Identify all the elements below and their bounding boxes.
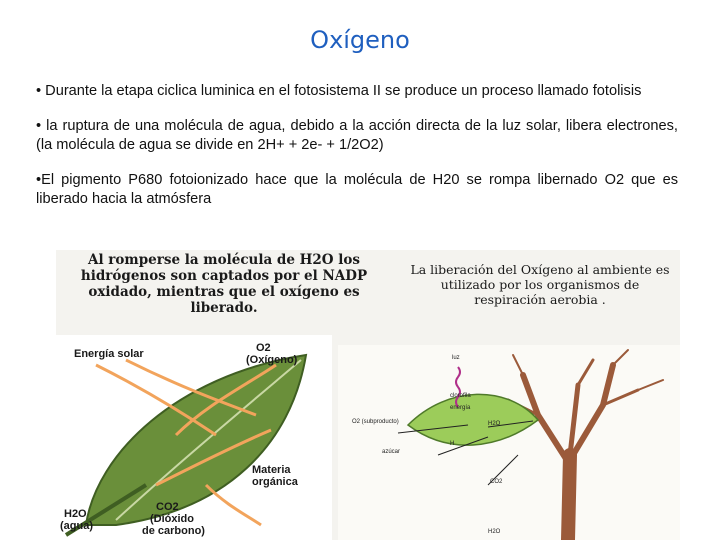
bullet-p680: •El pigmento P680 fotoionizado hace que la molécula de H20 se rompa libernado O2 que es liberado hacia la atmósfera xyxy=(36,172,678,207)
label-oxigeno: (Oxígeno) xyxy=(246,354,298,366)
label-h2o: H2O xyxy=(64,508,87,520)
label-energia: energía xyxy=(450,405,471,411)
label-energia-solar: Energía solar xyxy=(74,348,144,360)
label-o2: O2 xyxy=(256,342,271,354)
label-h2o-bottom: H2O xyxy=(488,529,501,535)
tree-leaf xyxy=(408,394,538,445)
label-co2-tree: CO2 xyxy=(490,479,503,485)
leaf-diagram xyxy=(56,335,332,540)
label-luz: luz xyxy=(452,355,460,361)
label-agua: (agua) xyxy=(60,520,93,532)
caption-left: Al romperse la molécula de H2O los hidrógenos son captados por el NADP oxidado, mientras que el oxígeno es liberado. xyxy=(80,252,368,316)
label-azucar: azúcar xyxy=(382,449,401,455)
label-de-carbono: de carbono) xyxy=(142,525,205,537)
label-dioxido: (Dióxido xyxy=(150,513,194,525)
label-co2: CO2 xyxy=(156,501,179,513)
caption-right: La liberación del Oxígeno al ambiente es utilizado por los organismos de respiración aerobia . xyxy=(410,262,670,307)
tree-trunk xyxy=(508,350,663,540)
label-h2o-top: H2O xyxy=(488,421,501,427)
label-materia: Materia xyxy=(252,464,291,476)
slide-title: Oxígeno xyxy=(310,26,410,54)
label-organica: orgánica xyxy=(252,476,298,488)
label-h: H xyxy=(450,441,455,447)
bullet-list xyxy=(36,82,678,225)
label-o2-subproducto: O2 (subproducto) xyxy=(352,419,399,425)
bullet-fotolisis: • Durante la etapa ciclica luminica en el fotosistema II se produce un proceso llamado fotolisis xyxy=(36,83,642,99)
oxygen-figure xyxy=(56,250,680,540)
label-clorofila: clorofila xyxy=(450,393,471,399)
bullet-ruptura-agua: • la ruptura de una molécula de agua, debido a la acción directa de la luz solar, libera electrones, (la molécula de agua se divide en 2H+ + 2e- + 1/2O2) xyxy=(36,118,678,153)
tree-diagram xyxy=(338,345,680,540)
